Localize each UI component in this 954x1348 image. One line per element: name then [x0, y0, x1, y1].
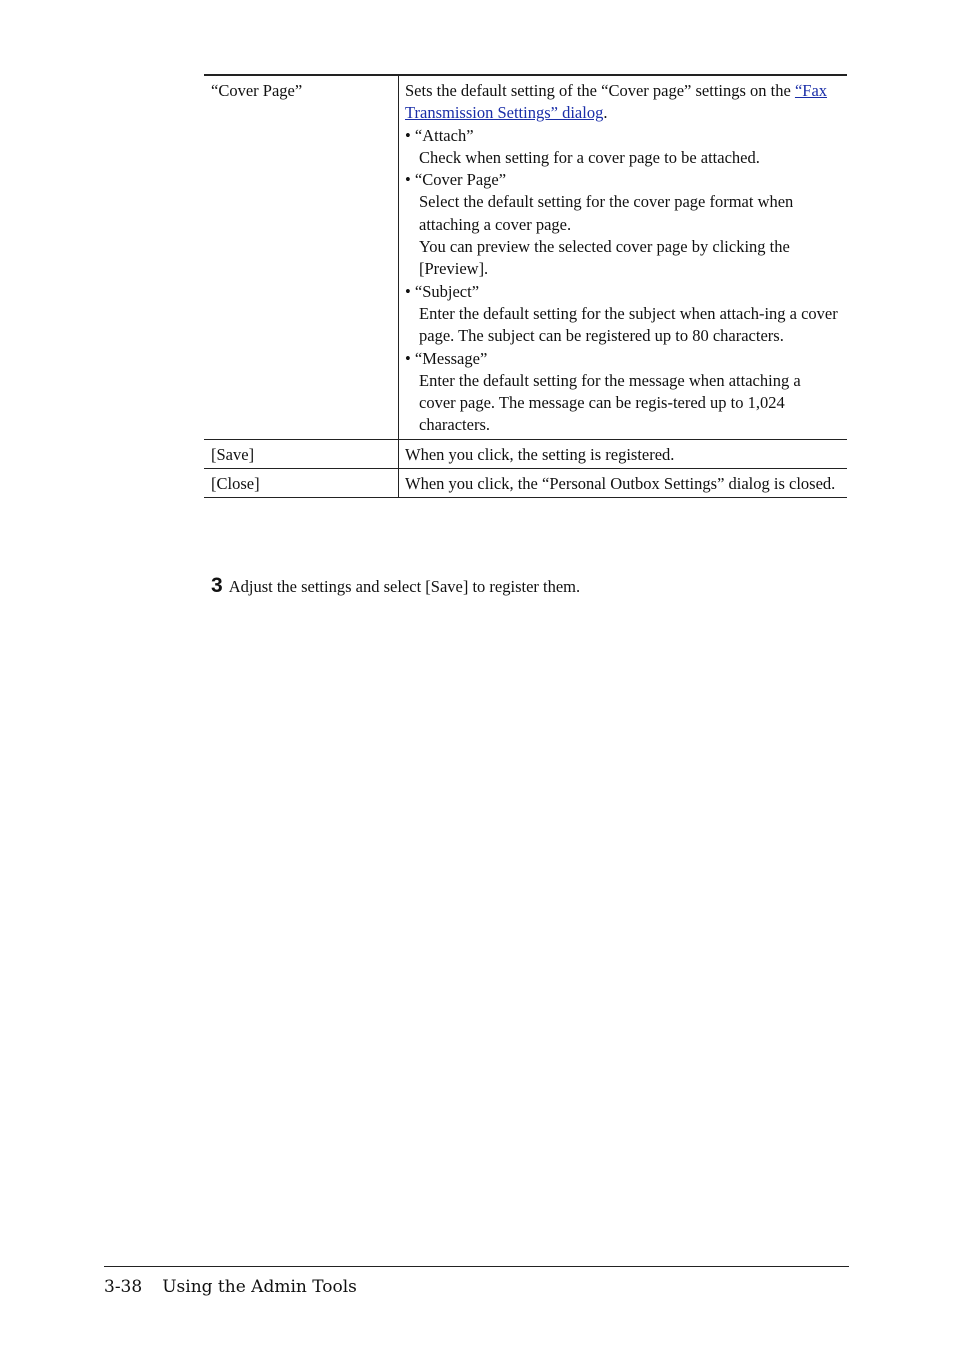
bullet-cover-page: • “Cover Page” — [405, 170, 507, 190]
description-text-end: . — [603, 103, 608, 123]
table-row — [204, 469, 847, 498]
setting-description: When you click, the “Personal Outbox Settings” dialog is closed. — [405, 474, 836, 494]
bullet-subject: • “Subject” — [405, 281, 480, 301]
bullet-attach: • “Attach” — [405, 125, 474, 145]
setting-name: [Save] — [204, 439, 399, 468]
bullet-cover-page-preview-text: You can preview the selected cover page by clicking the [Preview]. — [419, 237, 790, 279]
step-instruction — [211, 575, 580, 598]
settings-table — [204, 74, 847, 498]
step-number: 3 — [211, 574, 223, 597]
step-text: Adjust the settings and select [Save] to register them. — [228, 577, 581, 596]
description-text: Sets the default setting of the “Cover page” settings on the — [405, 81, 795, 100]
setting-description: When you click, the setting is registered. — [405, 444, 675, 464]
fax-transmission-settings-link[interactable]: “Fax Transmission Settings” dialog — [405, 81, 828, 123]
table-row — [204, 75, 847, 439]
bullet-message-text: Enter the default setting for the message when attaching a cover page. The message can be regis-tered up to 1,024 characters. — [419, 370, 801, 435]
section-title: Using the Admin Tools — [162, 1277, 357, 1297]
footer-divider — [104, 1266, 849, 1267]
bullet-cover-page-text: Select the default setting for the cover page format when attaching a cover page. — [419, 192, 794, 234]
setting-name: [Close] — [204, 469, 399, 498]
bullet-subject-text: Enter the default setting for the subject when attach-ing a cover page. The subject can be registered up to 80 characters. — [419, 303, 838, 346]
setting-name: “Cover Page” — [204, 75, 399, 439]
page-number: 3-38 — [104, 1277, 143, 1297]
table-row — [204, 439, 847, 468]
bullet-attach-text: Check when setting for a cover page to be attached. — [419, 147, 760, 167]
page-footer — [104, 1277, 357, 1297]
setting-description — [399, 75, 848, 439]
bullet-message: • “Message” — [405, 348, 488, 368]
